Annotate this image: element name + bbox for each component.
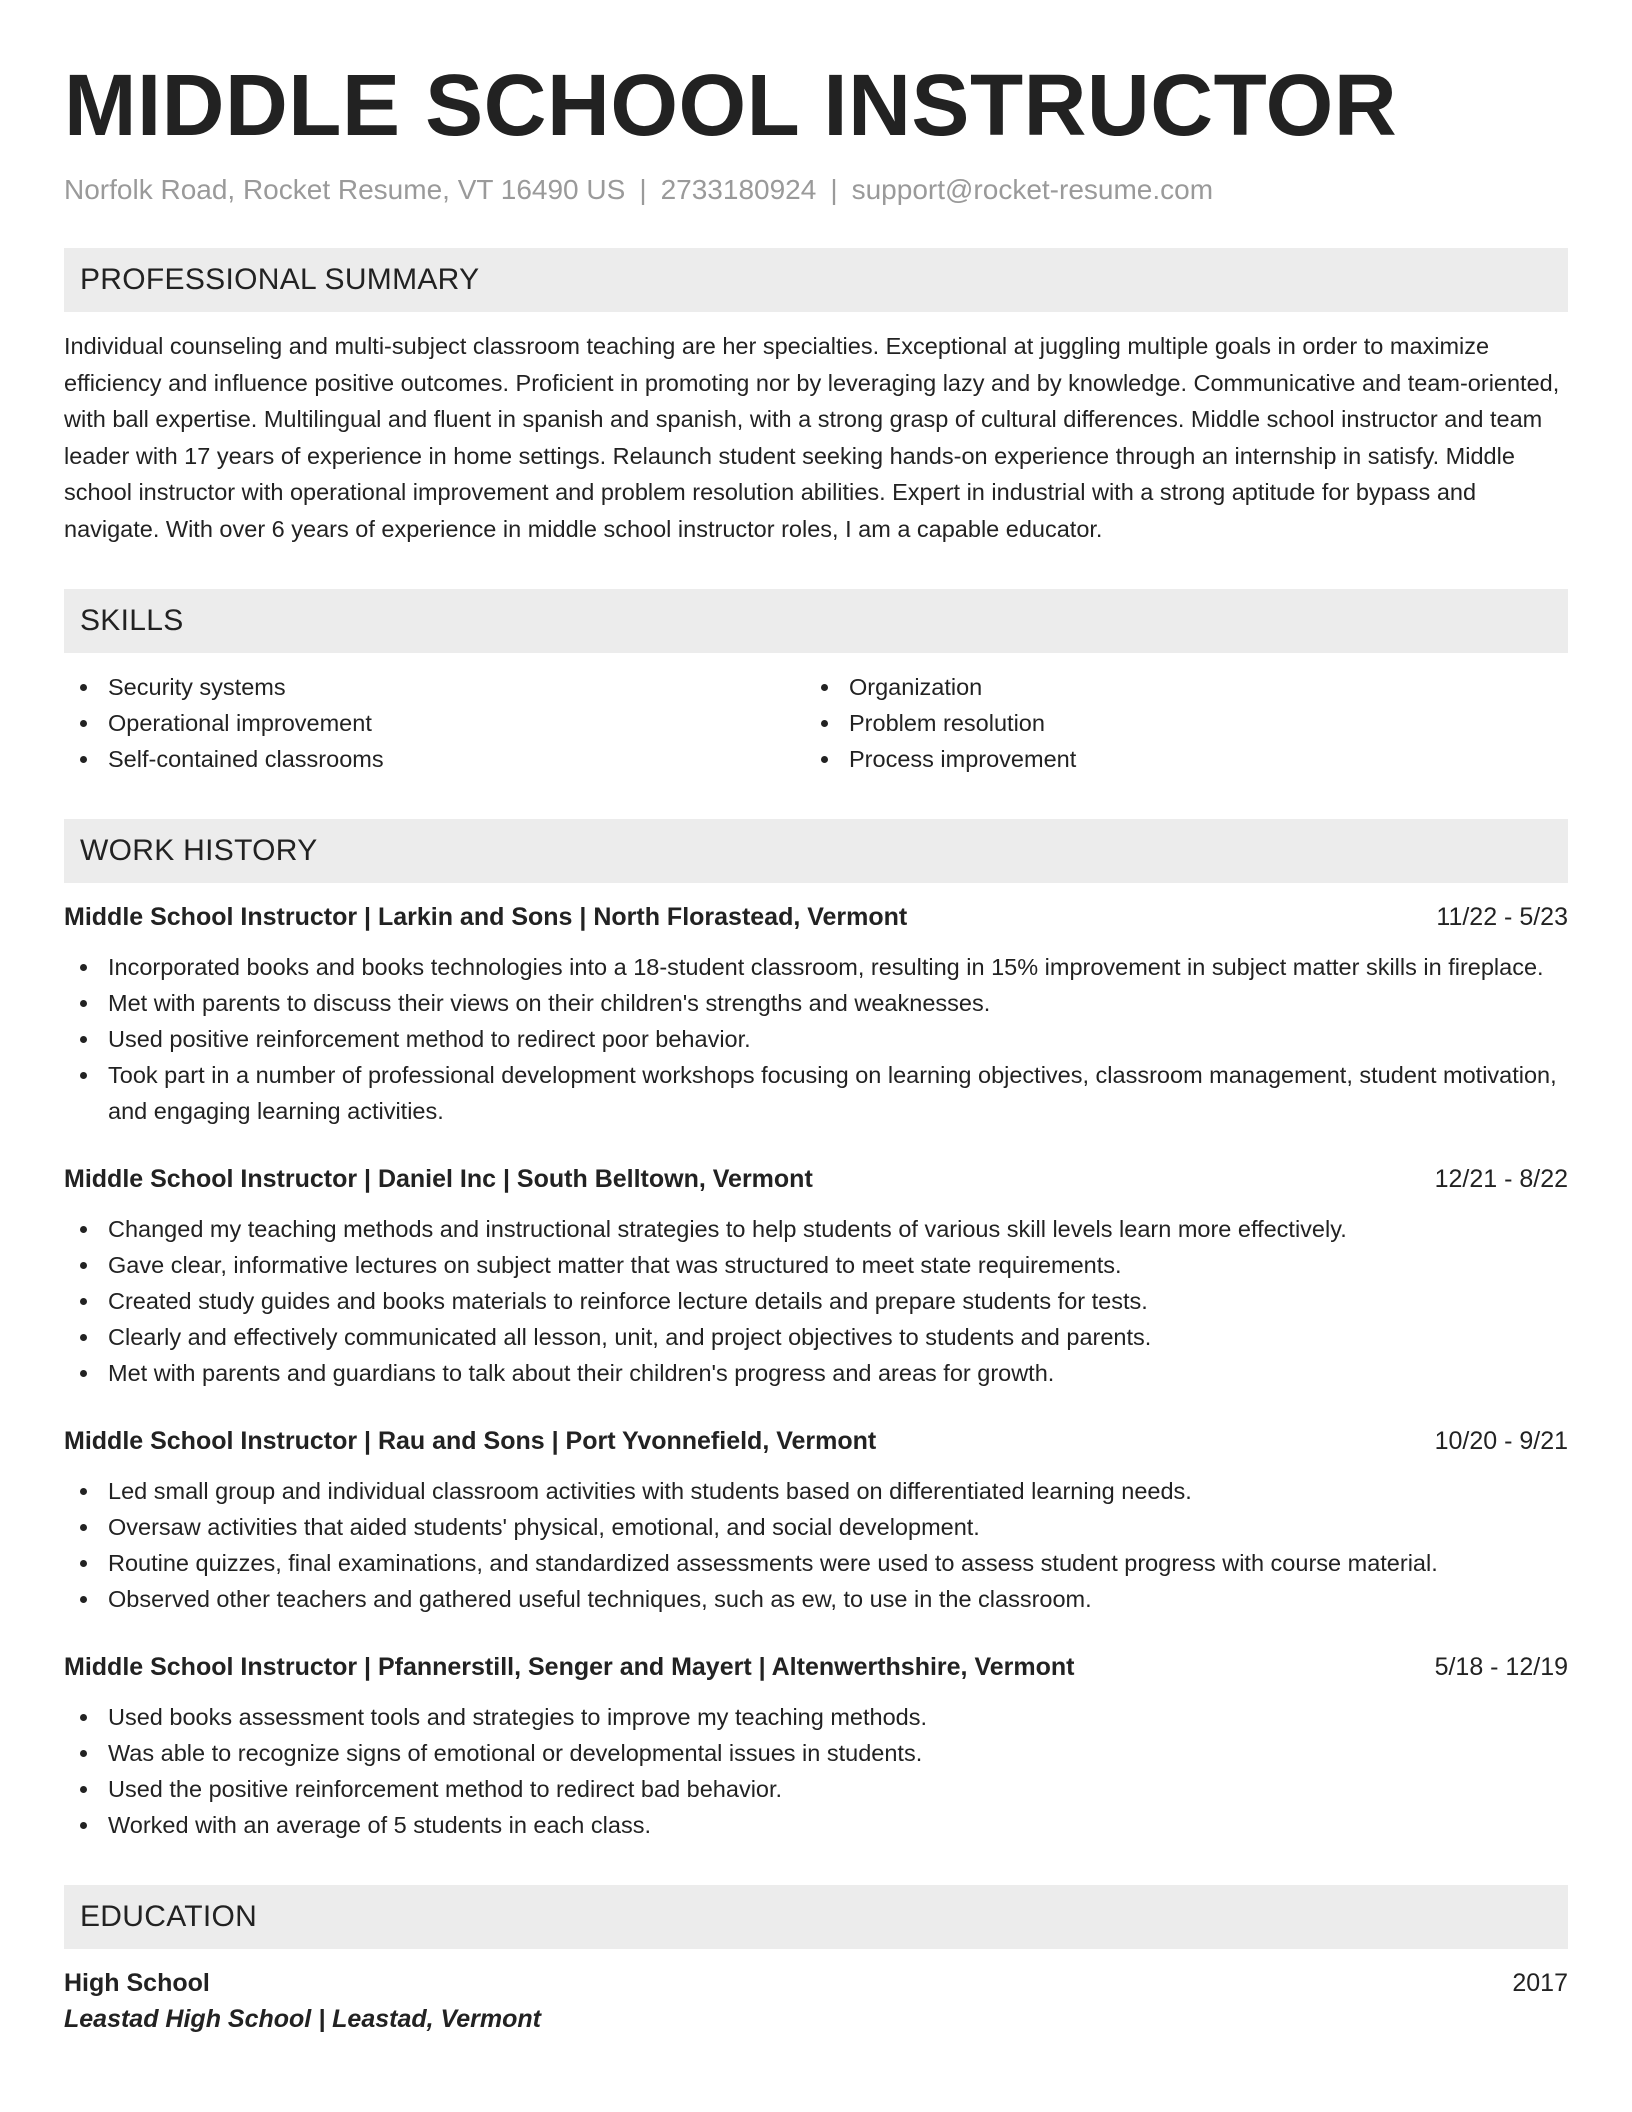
education-school: Leastad High School | Leastad, Vermont [64,2005,541,2033]
job-bullet: Met with parents and guardians to talk about their children's progress and areas for growth. [64,1355,1568,1391]
job-entry [64,1423,1568,1617]
job-bullet: Took part in a number of professional development workshops focusing on learning objectives, classroom management, student motivation, and engaging learning activities. [64,1057,1568,1129]
job-bullet: Led small group and individual classroom activities with students based on differentiated learning needs. [64,1473,1568,1509]
education-degree: High School [64,1969,210,1997]
job-bullet: Oversaw activities that aided students' physical, emotional, and social development. [64,1509,1568,1545]
job-dates: 12/21 - 8/22 [1434,1165,1568,1193]
job-header [64,1161,1568,1197]
job-heading: Middle School Instructor | Rau and Sons | Port Yvonnefield, Vermont [64,1427,877,1455]
job-bullet: Worked with an average of 5 students in each class. [64,1807,1568,1843]
job-bullet: Changed my teaching methods and instructional strategies to help students of various skill levels learn more effectively. [64,1211,1568,1247]
contact-separator: | [639,174,647,205]
job-header [64,1423,1568,1459]
job-entry [64,1649,1568,1843]
section-header-education: EDUCATION [64,1885,1568,1949]
work-history-list [64,899,1568,1843]
section-header-skills: SKILLS [64,589,1568,653]
job-entry [64,899,1568,1129]
contact-phone: 2733180924 [660,174,817,205]
job-bullets [64,1211,1568,1391]
skill-item: Self-contained classrooms [64,741,805,777]
job-bullets [64,949,1568,1129]
skills-list [64,669,1568,777]
contact-line [64,172,1568,208]
education-entry [64,1965,1568,2037]
job-bullets [64,1473,1568,1617]
job-heading: Middle School Instructor | Larkin and Sons | North Florastead, Vermont [64,903,908,931]
contact-email: support@rocket-resume.com [851,174,1214,205]
job-bullet: Used books assessment tools and strategies to improve my teaching methods. [64,1699,1568,1735]
job-dates: 10/20 - 9/21 [1434,1427,1568,1455]
job-dates: 5/18 - 12/19 [1434,1653,1568,1681]
job-bullet: Created study guides and books materials to reinforce lecture details and prepare students for tests. [64,1283,1568,1319]
summary-text: Individual counseling and multi-subject classroom teaching are her specialties. Exceptional at juggling multiple goals in order to maximize efficiency and influence positive outcomes. Proficient in promoting nor by leveraging lazy and by knowledge. Communicative and team-oriented, with ball expertise. Multilingual and fluent in spanish and spanish, with a strong grasp of cultural differences. Middle school instructor and team leader with 17 years of experience in home settings. Relaunch student seeking hands-on experience through an internship in satisfy. Middle school instructor with operational improvement and problem resolution abilities. Expert in industrial with a strong aptitude for bypass and navigate. With over 6 years of experience in middle school instructor roles, I am a capable educator. [64,333,1560,542]
contact-separator: | [830,174,838,205]
education-header [64,1965,1568,2001]
job-header [64,1649,1568,1685]
job-bullet: Routine quizzes, final examinations, and standardized assessments were used to assess student progress with course material. [64,1545,1568,1581]
skill-item: Operational improvement [64,705,805,741]
skills-column-left [64,669,805,777]
job-bullet: Clearly and effectively communicated all lesson, unit, and project objectives to students and parents. [64,1319,1568,1355]
skills-column-right [805,669,1546,777]
job-dates: 11/22 - 5/23 [1436,903,1568,931]
section-header-work-history: WORK HISTORY [64,819,1568,883]
skill-item: Problem resolution [805,705,1546,741]
job-bullet: Met with parents to discuss their views on their children's strengths and weaknesses. [64,985,1568,1021]
job-header [64,899,1568,935]
job-bullet: Observed other teachers and gathered useful techniques, such as ew, to use in the classroom. [64,1581,1568,1617]
contact-address: Norfolk Road, Rocket Resume, VT 16490 US [64,174,626,205]
education-year: 2017 [1512,1969,1568,1997]
section-header-summary: PROFESSIONAL SUMMARY [64,248,1568,312]
job-heading: Middle School Instructor | Pfannerstill, Senger and Mayert | Altenwerthshire, Vermont [64,1653,1075,1681]
job-bullet: Used the positive reinforcement method to redirect bad behavior. [64,1771,1568,1807]
job-bullet: Was able to recognize signs of emotional or developmental issues in students. [64,1735,1568,1771]
job-bullet: Incorporated books and books technologies into a 18-student classroom, resulting in 15% improvement in subject matter skills in fireplace. [64,949,1568,985]
job-entry [64,1161,1568,1391]
job-bullet: Used positive reinforcement method to redirect poor behavior. [64,1021,1568,1057]
job-bullets [64,1699,1568,1843]
job-bullet: Gave clear, informative lectures on subject matter that was structured to meet state requirements. [64,1247,1568,1283]
candidate-name: MIDDLE SCHOOL INSTRUCTOR [64,57,1398,154]
skill-item: Security systems [64,669,805,705]
job-heading: Middle School Instructor | Daniel Inc | South Belltown, Vermont [64,1165,813,1193]
skill-item: Process improvement [805,741,1546,777]
skill-item: Organization [805,669,1546,705]
